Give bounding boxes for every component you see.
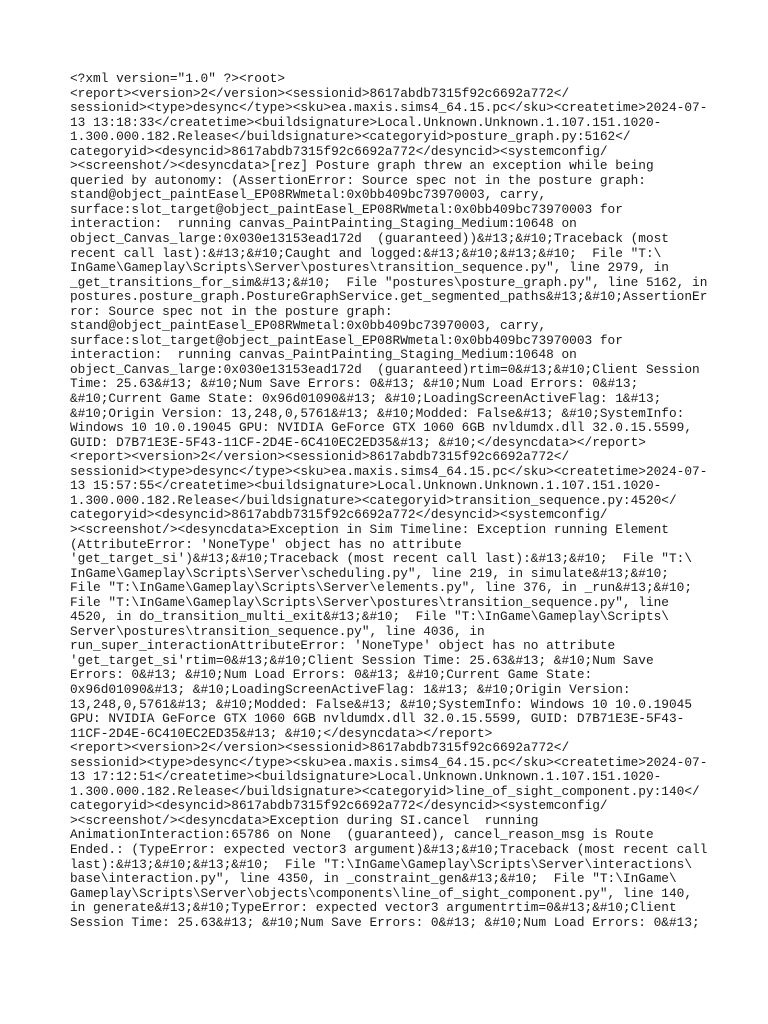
text-line: Session Time: 25.63&#13; &#10;Num Save Errors: 0&#13; &#10;Num Load Errors: 0&#13; [70,914,700,930]
log-text-block [70,72,710,930]
text-line: (AttributeError: 'NoneType' object has no attribute [70,536,462,552]
text-line: interaction: running canvas_PaintPainting_Staging_Medium:10648 on [70,347,577,363]
text-line: categoryid><desyncid>8617abdb7315f92c6692a772</desyncid><systemconfig/ [70,143,608,159]
text-line: ><screenshot/><desyncdata>[rez] Posture graph threw an exception while being [70,158,654,174]
text-line: &#10;Current Game State: 0x96d01090&#13; &#10;LoadingScreenActiveFlag: 1&#13; [70,391,662,407]
text-line: postures.posture_graph.PostureGraphService.get_segmented_paths&#13;&#10;AssertionEr [70,289,708,305]
text-line: object_Canvas_large:0x030e13153ead172d (guaranteed)rtim=0&#13;&#10;Client Session [70,361,700,377]
text-line: Ended.: (TypeError: expected vector3 argument)&#13;&#10;Traceback (most recent call [70,841,708,857]
text-line: Errors: 0&#13; &#10;Num Load Errors: 0&#13; &#10;Current Game State: [70,667,593,683]
text-line: Time: 25.63&#13; &#10;Num Save Errors: 0&#13; &#10;Num Load Errors: 0&#13; [70,376,639,392]
text-line: stand@object_paintEasel_EP08RWmetal:0x0bb409bc73970003, carry, [70,318,547,334]
text-line: 'get_target_si')&#13;&#10;Traceback (most recent call last):&#13;&#10; File "T:\ [70,551,693,567]
text-line: 4520, in do_transition_multi_exit&#13;&#10; File "T:\InGame\Gameplay\Scripts\ [70,609,669,625]
text-line: run_super_interactionAttributeError: 'NoneType' object has no attribute [70,638,616,654]
text-line: sessionid><type>desync</type><sku>ea.maxis.sims4_64.15.pc</sku><createtime>2024-07- [70,463,708,479]
text-line: File "T:\InGame\Gameplay\Scripts\Server\elements.py", line 376, in _run&#13;&#10; [70,580,693,596]
text-line: categoryid><desyncid>8617abdb7315f92c6692a772</desyncid><systemconfig/ [70,798,608,814]
text-line: File "T:\InGame\Gameplay\Scripts\Server\postures\transition_sequence.py", line [70,594,669,610]
text-line: <?xml version="1.0" ?><root> [70,71,286,86]
text-line: categoryid><desyncid>8617abdb7315f92c6692a772</desyncid><systemconfig/ [70,507,608,523]
text-line: object_Canvas_large:0x030e13153ead172d (guaranteed))&#13;&#10;Traceback (most [70,231,669,247]
text-line: 11CF-2D4E-6C410EC2ED35&#13; &#10;</desyncdata></report> [70,725,493,741]
text-line: Server\postures\transition_sequence.py", line 4036, in [70,623,485,639]
text-line: stand@object_paintEasel_EP08RWmetal:0x0bb409bc73970003, carry, [70,187,547,203]
text-line: 13 17:12:51</createtime><buildsignature>Local.Unknown.Unknown.1.107.151.1020- [70,769,662,785]
text-line: in generate&#13;&#10;TypeError: expected vector3 argumentrtim=0&#13;&#10;Client [70,900,677,916]
text-line: surface:slot_target@object_paintEasel_EP08RWmetal:0x0bb409bc73970003 for [70,201,623,217]
text-line: recent call last):&#13;&#10;Caught and logged:&#13;&#10;&#13;&#10; File "T:\ [70,245,662,261]
text-line: ><screenshot/><desyncdata>Exception in Sim Timeline: Exception running Element [70,521,669,537]
text-line: 1.300.000.182.Release</buildsignature><categoryid>line_of_sight_component.py:140</ [70,783,700,799]
text-line: ><screenshot/><desyncdata>Exception during SI.cancel running [70,812,539,828]
text-line: 13,248,0,5761&#13; &#10;Modded: False&#13; &#10;SystemInfo: Windows 10 10.0.19045 [70,696,693,712]
text-line: 0x96d01090&#13; &#10;LoadingScreenActiveFlag: 1&#13; &#10;Origin Version: [70,681,631,697]
text-line: interaction: running canvas_PaintPainting_Staging_Medium:10648 on [70,216,577,232]
text-line: <report><version>2</version><sessionid>8617abdb7315f92c6692a772</ [70,740,570,756]
text-line: 13 13:18:33</createtime><buildsignature>Local.Unknown.Unknown.1.107.151.1020- [70,114,662,130]
text-line: InGame\Gameplay\Scripts\Server\scheduling.py", line 219, in simulate&#13;&#10; [70,565,669,581]
text-line: 'get_target_si'rtim=0&#13;&#10;Client Session Time: 25.63&#13; &#10;Num Save [70,652,654,668]
text-line: 13 15:57:55</createtime><buildsignature>Local.Unknown.Unknown.1.107.151.1020- [70,478,662,494]
text-line: 1.300.000.182.Release</buildsignature><categoryid>transition_sequence.py:4520</ [70,492,677,508]
text-line: <report><version>2</version><sessionid>8617abdb7315f92c6692a772</ [70,449,570,465]
text-line: Gameplay\Scripts\Server\objects\components\line_of_sight_component.py", line 140, [70,885,693,901]
text-line: GPU: NVIDIA GeForce GTX 1060 6GB nvldumdx.dll 32.0.15.5599, GUID: D7B71E3E-5F43- [70,711,685,727]
text-line: &#10;Origin Version: 13,248,0,5761&#13; &#10;Modded: False&#13; &#10;SystemInfo: [70,405,685,421]
text-line: Windows 10 10.0.19045 GPU: NVIDIA GeForce GTX 1060 6GB nvldumdx.dll 32.0.15.5599, [70,420,693,436]
text-line: last):&#13;&#10;&#13;&#10; File "T:\InGame\Gameplay\Scripts\Server\interactions\ [70,856,693,872]
text-line: surface:slot_target@object_paintEasel_EP08RWmetal:0x0bb409bc73970003 for [70,332,623,348]
text-line: GUID: D7B71E3E-5F43-11CF-2D4E-6C410EC2ED35&#13; &#10;</desyncdata></report> [70,434,646,450]
text-line: sessionid><type>desync</type><sku>ea.maxis.sims4_64.15.pc</sku><createtime>2024-07- [70,754,708,770]
text-line: AnimationInteraction:65786 on None (guaranteed), cancel_reason_msg is Route [70,827,654,843]
text-line: sessionid><type>desync</type><sku>ea.maxis.sims4_64.15.pc</sku><createtime>2024-07- [70,100,708,116]
text-line: _get_transitions_for_sim&#13;&#10; File "postures\posture_graph.py", line 5162, in [70,274,708,290]
text-line: InGame\Gameplay\Scripts\Server\postures\transition_sequence.py", line 2979, in [70,260,669,276]
text-line: queried by autonomy: (AssertionError: Source spec not in the posture graph: [70,172,646,188]
text-line: base\interaction.py", line 4350, in _constraint_gen&#13;&#10; File "T:\InGame\ [70,871,677,887]
text-line: 1.300.000.182.Release</buildsignature><categoryid>posture_graph.py:5162</ [70,129,631,145]
text-line: <report><version>2</version><sessionid>8617abdb7315f92c6692a772</ [70,85,570,101]
text-line: ror: Source spec not in the posture graph: [70,303,393,319]
